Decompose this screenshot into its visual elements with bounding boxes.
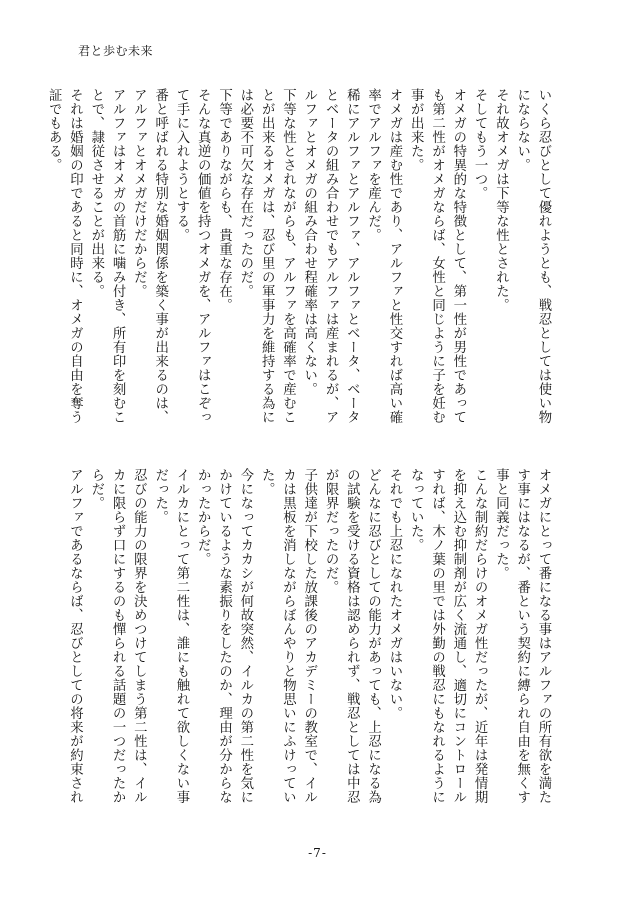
lower-text-column [67,468,554,810]
paragraph: イルカにとって第二性は、誰にも触れて欲しくない事だった。 [152,468,189,804]
paragraph: オメガにとって番になる事はアルファの所有欲を満たす事にはなるが、番という契約に縛られ自由を無くす事と同義だった。 [493,468,551,804]
paragraph: それでも上忍になれたオメガはいない。 [386,468,402,720]
paragraph: そんな真逆の価値を持つオメガを、アルファはこぞって手に入れようとする。 [173,88,211,424]
paragraph: 子供達が下校した放課後のアカデミーの教室で、イルカは黒板を消しながらぼんやりと物思いにふけっていた。 [259,468,317,804]
upper-text-column [46,88,554,430]
paragraph: 番と呼ばれる特別な婚姻関係を築く事が出来るのは、アルファとオメガだけだからだ。 [131,88,168,424]
paragraph: それは婚姻の印であると同時に、オメガの自由を奪う証でもある。 [46,88,83,424]
paragraph: こんな制約だらけのオメガ性だったが、近年は発情期を抑え込む抑制剤が広く流通し、適切にコントロールすれば、木ノ葉の里では外勤の戦忍にもなれるようになっていた。 [408,468,488,804]
paragraph: いくら忍びとして優れようとも、戦忍としては使い物にならない。 [514,88,551,424]
paragraph: 下等な性とされながらも、アルファを高確率で産むことが出来るオメガは、忍び里の軍事力を維持する為には必要不可欠な存在だったのだ。 [237,88,296,424]
paragraph: どんなに忍びとしての能力があっても、上忍になる為の試験を受ける資格は認められず、戦忍としては中忍が限界だったのだ。 [323,468,381,804]
running-header: 君と歩む未来 [78,44,154,58]
page-number: -7- [308,846,327,860]
paragraph: アルファはオメガの首筋に噛み付き、所有印を刻むことで、隷従させることが出来る。 [88,88,126,424]
paragraph: 稀にアルファとアルファ、アルファとベータ、ベータとベータの組み合わせでもアルファは産まれるが、アルファとオメガの組み合わせ程確率は高くない。 [301,88,360,424]
paragraph: そしてもう一つ。 [472,88,488,200]
paragraph: オメガの特異的な特徴として、第一性が男性であっても第二性がオメガならば、女性と同じように子を妊む事が出来た。 [408,88,466,424]
paragraph: 下等でありながらも、貴重な存在。 [216,88,232,312]
paragraph: 今になってカカシが何故突然、イルカの第二性を気にかけているような素振りをしたのか、理由が分からなかったからだ。 [195,468,253,804]
paragraph: アルファであるならば、忍びとしての将来が約束され [67,468,83,804]
paragraph: オメガは産む性であり、アルファと性交すれば高い確率でアルファを産んだ。 [365,88,402,424]
paragraph: 忍びの能力の限界を決めつけてしまう第二性は、イルカに限らず口にするのも憚られる話題の一つだったからだ。 [88,468,147,804]
paragraph: それ故オメガは下等な性とされた。 [493,88,509,312]
